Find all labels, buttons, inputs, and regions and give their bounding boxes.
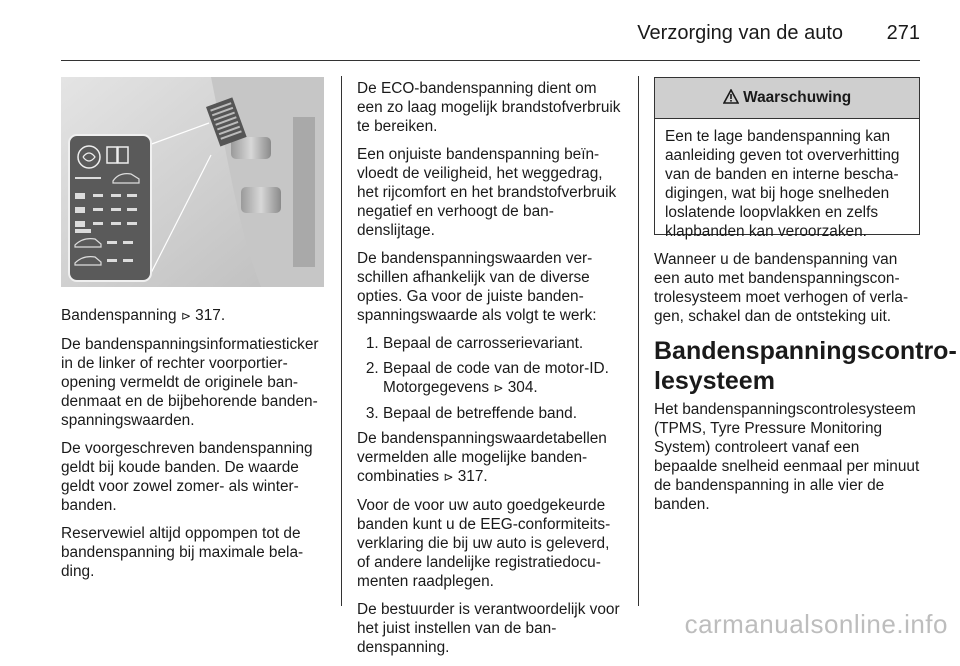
- paragraph: Wanneer u de bandenspanning van een auto met bandenspanningscontrolesysteem moet verhogen of verlagen, schakel dan de ontsteking uit.: [654, 251, 909, 325]
- paragraph: Voor de voor uw auto goedgekeurde banden kunt u de EEG-conformiteitsverklaring die bij uw auto is geleverd, of andere landelijke registratiedocumenten raadplegen.: [357, 497, 611, 590]
- arrow-ref-icon: ⊳: [180, 309, 191, 323]
- column-divider-2: [638, 76, 639, 606]
- list-item: 3. Bepaal de betreffende band.: [383, 404, 622, 423]
- section-heading: Bandenspanningscontrolesysteem: [654, 337, 957, 395]
- page-number: 271: [886, 22, 920, 44]
- paragraph: De bandenspanningswaarden verschillen afhankelijk van de diverse opties. Ga voor de juiste bandenspanningswaarde als volgt te werk:: [357, 250, 597, 324]
- arrow-ref-icon: ⊳: [493, 381, 504, 395]
- column-1: [61, 306, 326, 590]
- column-3: [654, 250, 957, 523]
- warning-box: [654, 77, 920, 240]
- reference-page[interactable]: 317.: [457, 468, 488, 485]
- door-opening-illustration: [61, 77, 324, 287]
- arrow-ref-icon: ⊳: [443, 470, 454, 484]
- paragraph: De bandenspanningsinformatiesticker in de linker of rechter voorportieropening vermeldt de originele bandenmaat en de bijbehorende bandenspanningswaarden.: [61, 336, 319, 429]
- warning-triangle-icon: [723, 89, 743, 106]
- page-header-title: Verzorging van de auto: [637, 22, 843, 44]
- tire-pressure-sticker-figure: [61, 77, 324, 287]
- steps-list: [357, 334, 622, 423]
- reference-page[interactable]: 317.: [195, 307, 226, 324]
- warning-header: [655, 78, 919, 119]
- paragraph: Reservewiel altijd oppompen tot de bandenspanning bij maximale belading.: [61, 525, 304, 580]
- paragraph: De ECO-bandenspanning dient om een zo laag mogelijk brandstofverbruik te bereiken.: [357, 80, 621, 135]
- paragraph: De voorgeschreven bandenspanning geldt bij koude banden. De waarde geldt voor zowel zomer- als winterbanden.: [61, 440, 313, 514]
- reference-line: [61, 306, 326, 326]
- list-item: 1. Bepaal de carrosserievariant.: [383, 334, 622, 353]
- paragraph: [357, 429, 622, 487]
- reference-text: Bandenspanning: [61, 307, 181, 324]
- list-item: [383, 359, 622, 398]
- paragraph: De bestuurder is verantwoordelijk voor het juist instellen van de bandenspanning.: [357, 601, 620, 656]
- column-divider-1: [341, 76, 342, 606]
- paragraph: Het bandenspanningscontrolesysteem (TPMS, Tyre Pressure Monitoring System) controleert vanaf een bepaalde snelheid eenmaal per minuut de bandenspanning in alle vier de banden.: [654, 401, 920, 513]
- warning-text: Een te lage bandenspanning kan aanleiding geven tot oververhitting van de banden en interne beschadigingen, wat bij hoge snelheden loslatende loopvlakken en zelfs klapbanden kan veroorzaken.: [665, 128, 900, 240]
- warning-title: Waarschuwing: [743, 89, 852, 106]
- paragraph: Een onjuiste bandenspanning beïnvloedt de veiligheid, het weggedrag, het rijcomfort en het brandstofverbruik negatief en verhoogt de bandenslijtage.: [357, 146, 617, 239]
- list-item-text: Bepaal de code van de motor-ID. Motorgegevens: [383, 360, 609, 396]
- header-rule: [61, 60, 920, 61]
- reference-page[interactable]: 304.: [507, 379, 538, 396]
- watermark: carmanualsonline.info: [684, 609, 948, 639]
- column-2: [357, 79, 622, 666]
- paragraph-text: De bandenspanningswaardetabellen vermelden alle mogelijke bandencombinaties: [357, 430, 607, 485]
